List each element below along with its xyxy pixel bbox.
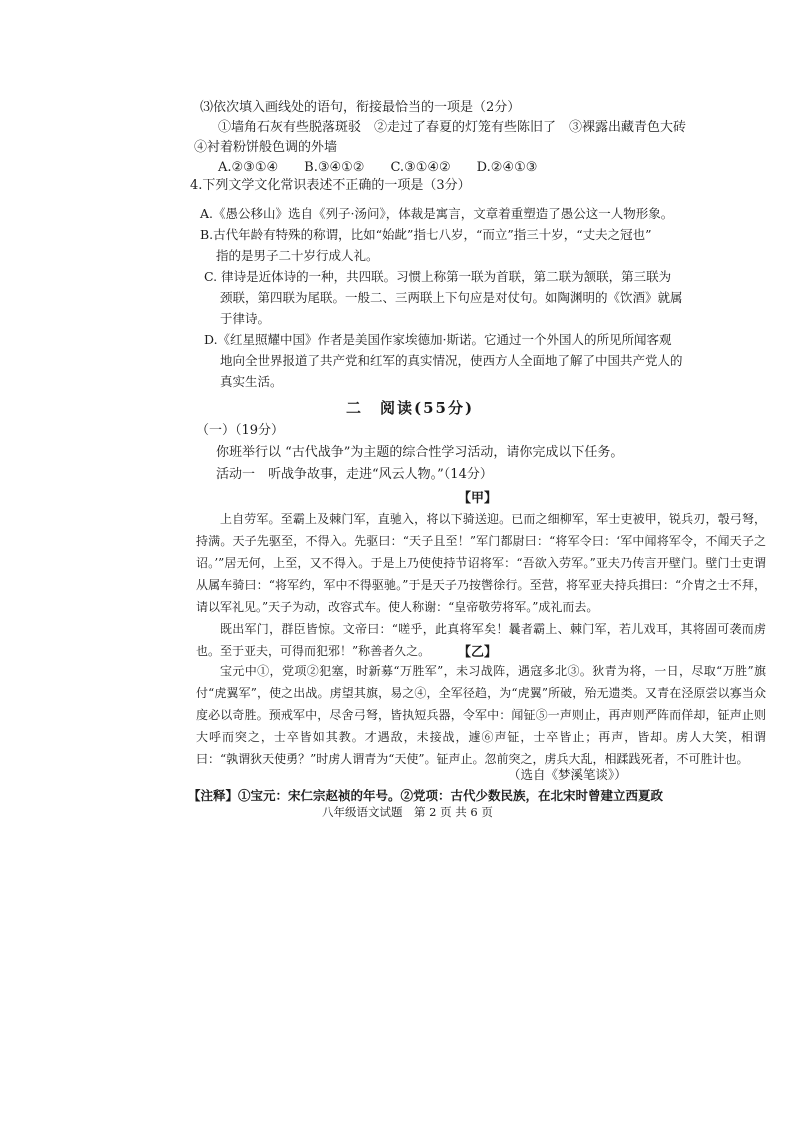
annotation-note: 【注释】①宝元：宋仁宗赵祯的年号。②党项：古代少数民族，在北宋时曾建立西夏政 bbox=[188, 788, 664, 803]
q3-choices: A.②③①④ B.③④①② C.③①④② D.②④①③ bbox=[218, 160, 538, 175]
q4-option-d: D.《红星照耀中国》作者是美国作家埃德加·斯诺。它通过一个外国人的所见所闻客观 地向全世界报道了共产党和红军的真实情况，使西方人全面地了解了中国共产党人的 真实生活。 bbox=[204, 332, 683, 389]
q4-option-a: A.《愚公移山》选自《列子·汤问》，体裁是寓言，文章着重塑造了愚公这一人物形象。 bbox=[200, 206, 674, 221]
passage-source: （选自《梦溪笔谈》） bbox=[508, 767, 627, 782]
passage-jia-tag: 【甲】 bbox=[458, 491, 498, 506]
passage-jia-p2: 既出军门，群臣皆惊。文帝曰：“嗟乎，此真将军矣！曩者霸上、棘门军，若儿戏耳，其将固可袭而虏也。至于亚夫，可得而犯邪！”称善者久之。 bbox=[196, 622, 766, 658]
passage-yi-tag: 【乙】 bbox=[458, 645, 498, 660]
question-3 bbox=[194, 98, 687, 178]
q4-option-b: B.古代年龄有特殊的称谓，比如“始龀”指七八岁，“而立”指三十岁，“丈夫之冠也” 指的是男子二十岁行成人礼。 bbox=[200, 227, 652, 263]
passage-jia-p1: 上自劳军。至霸上及棘门军，直驰入，将以下骑送迎。已而之细柳军，军士吏被甲，锐兵刃，彀弓弩，持满。天子先驱至，不得入。先驱曰：“天子且至！”军门都尉曰：“将军令曰：‘军中闻将军令，不闻天子之诏。’”居无何，上至，又不得入。于是上乃使使持节诏将军：“吾欲入劳军。”亚夫乃传言开壁门。壁门士吏谓从属车骑曰：“将军约，军中不得驱驰。”于是天子乃按辔徐行。至营，将军亚夫持兵揖曰：“介胄之士不拜，请以军礼见。”天子为动，改容式车。使人称谢：“皇帝敬劳将军。”成礼而去。 bbox=[196, 512, 766, 614]
section-title: 二 阅读(55分) bbox=[346, 399, 475, 417]
activity-intro: 你班举行以 “古代战争”为主题的综合性学习活动，请你完成以下任务。 bbox=[216, 445, 624, 460]
q3-line1: ①墙角石灰有些脱落斑驳 ②走过了春夏的灯笼有些陈旧了 ③裸露出藏青色大砖 bbox=[218, 120, 687, 135]
q3-line2: ④衬着粉饼般色调的外墙 bbox=[194, 140, 338, 155]
passage-yi-p1: 宝元中①，党项②犯塞，时新募“万胜军”，未习战阵，遇寇多北③。狄青为将，一日，尽取“万胜”旗付“虎翼军”，使之出战。虏望其旗，易之④，全军径趋，为“虎翼”所破，殆无遗类。又青在泾原尝以寡当众度必以奇胜。预戒军中，尽舍弓弩，皆执短兵器，令军中：闻钲⑤一声则止，再声则严阵而佯却，钲声止则大呼而突之，士卒皆如其教。才遇敌，未接战，遽⑥声钲，士卒皆止；再声，皆却。虏人大笑，相谓曰：“孰谓狄天使勇？”时虏人谓青为“天使”。钲声止。忽前突之，虏兵大乱，相蹂践死者，不可胜计也。 bbox=[196, 664, 766, 766]
page-footer: 八年级语文试题 第 2 页 共 6 页 bbox=[322, 805, 493, 819]
q4-option-c: C. 律诗是近体诗的一种，共四联。习惯上称第一联为首联，第二联为颔联，第三联为 颈联，第四联为尾联。一般二、三两联上下句应是对仗句。如陶渊明的《饮酒》就属 于律诗。 bbox=[204, 269, 683, 326]
question-4-stem: 4.下列文学文化常识表述不正确的一项是（3分） bbox=[190, 178, 471, 193]
activity-one: 活动一 听战争故事，走进“风云人物。”（14分） bbox=[216, 467, 493, 482]
q3-stem: ⑶依次填入画线处的语句，衔接最恰当的一项是（2分） bbox=[200, 100, 521, 115]
passage-yi bbox=[196, 660, 766, 770]
passage-jia bbox=[196, 508, 766, 662]
part-one-heading: （一）（19分） bbox=[196, 423, 285, 438]
